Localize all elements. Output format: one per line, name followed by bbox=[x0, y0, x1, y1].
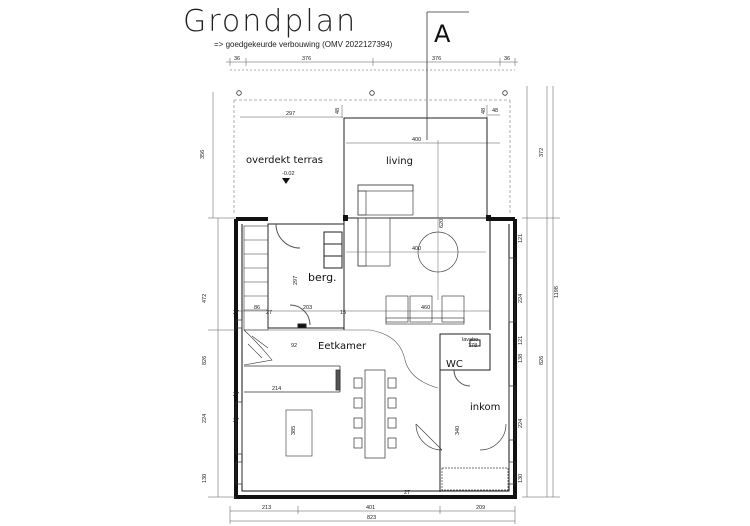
living-label: living bbox=[386, 156, 413, 167]
page-subtitle: => goedgekeurde verbouwing (OMV 2022127394) bbox=[214, 40, 393, 49]
level-marker-icon bbox=[282, 178, 290, 184]
dim-472: 472 bbox=[202, 293, 208, 303]
dim-372: 372 bbox=[539, 147, 545, 157]
dim-48b: 48 bbox=[481, 107, 487, 114]
dim-400b: 400 bbox=[412, 246, 422, 252]
dim-826b: 826 bbox=[202, 355, 208, 365]
dim-224c: 224 bbox=[202, 413, 208, 423]
sink-label: lavabo bbox=[462, 337, 479, 343]
dim-top-376b: 376 bbox=[432, 56, 442, 62]
dim-340: 340 bbox=[455, 425, 461, 435]
dim-826a: 826 bbox=[539, 355, 545, 365]
dim-178: 178 bbox=[468, 343, 478, 349]
dim-130b: 130 bbox=[202, 473, 208, 483]
dim-297b: 297 bbox=[293, 275, 299, 285]
entry-doors bbox=[416, 424, 508, 490]
dim-bottom-823: 823 bbox=[367, 515, 377, 521]
dim-203: 203 bbox=[303, 305, 313, 311]
wc-label: WC bbox=[446, 359, 463, 370]
dim-top-36a: 36 bbox=[234, 56, 241, 62]
outer-walls bbox=[236, 219, 515, 497]
dim-224b: 224 bbox=[518, 418, 524, 428]
dim-top-36b: 36 bbox=[504, 56, 511, 62]
dim-92: 92 bbox=[291, 343, 298, 349]
outer-walls-inner bbox=[242, 217, 509, 491]
dim-bottom-213: 213 bbox=[262, 505, 272, 511]
dim-86: 86 bbox=[254, 305, 261, 311]
column bbox=[343, 215, 348, 221]
top-dimension-row bbox=[226, 58, 518, 70]
dining-label: Eetkamer bbox=[318, 341, 367, 352]
dim-1198: 1198 bbox=[554, 286, 560, 298]
section-marker-label: A bbox=[434, 20, 451, 48]
dim-48a: 48 bbox=[335, 107, 341, 114]
dim-356: 356 bbox=[200, 149, 206, 159]
dim-385: 385 bbox=[291, 425, 297, 435]
living-extension bbox=[344, 118, 487, 218]
dim-121b: 121 bbox=[518, 335, 524, 345]
dim-214: 214 bbox=[272, 386, 282, 392]
dim-27e: 27 bbox=[404, 490, 411, 496]
dim-27a: 27 bbox=[233, 310, 240, 316]
dim-121a: 121 bbox=[518, 233, 524, 243]
page-title: Grondplan bbox=[183, 4, 358, 39]
terrace-label: overdekt terras bbox=[246, 155, 323, 166]
storage-label: berg. bbox=[308, 271, 337, 284]
dim-27b: 27 bbox=[266, 310, 273, 316]
level-label: -0.02 bbox=[282, 171, 295, 177]
section-marker bbox=[427, 12, 469, 140]
kitchen bbox=[244, 366, 340, 456]
staircase bbox=[244, 226, 272, 365]
dim-620: 620 bbox=[439, 218, 445, 228]
dim-138: 138 bbox=[518, 353, 524, 363]
dim-224a: 224 bbox=[518, 293, 524, 303]
dim-48c: 48 bbox=[492, 108, 499, 114]
dim-27d: 27 bbox=[233, 418, 240, 424]
dim-27c: 27 bbox=[233, 392, 240, 398]
dim-460: 460 bbox=[421, 305, 431, 311]
dim-15: 15 bbox=[340, 310, 347, 316]
dining-table bbox=[354, 370, 396, 458]
living-table bbox=[346, 140, 486, 300]
dim-297: 297 bbox=[286, 111, 296, 117]
zone-divider bbox=[244, 330, 438, 388]
dim-130a: 130 bbox=[518, 473, 524, 483]
right-windows bbox=[236, 258, 515, 484]
sofa bbox=[358, 185, 413, 266]
dim-400a: 400 bbox=[412, 137, 422, 143]
dim-top-376a: 376 bbox=[302, 56, 312, 62]
column bbox=[486, 215, 491, 221]
dim-bottom-209: 209 bbox=[476, 505, 486, 511]
entry-label: inkom bbox=[470, 402, 501, 413]
terrace-posts bbox=[234, 91, 510, 215]
dim-bottom-401: 401 bbox=[366, 505, 376, 511]
